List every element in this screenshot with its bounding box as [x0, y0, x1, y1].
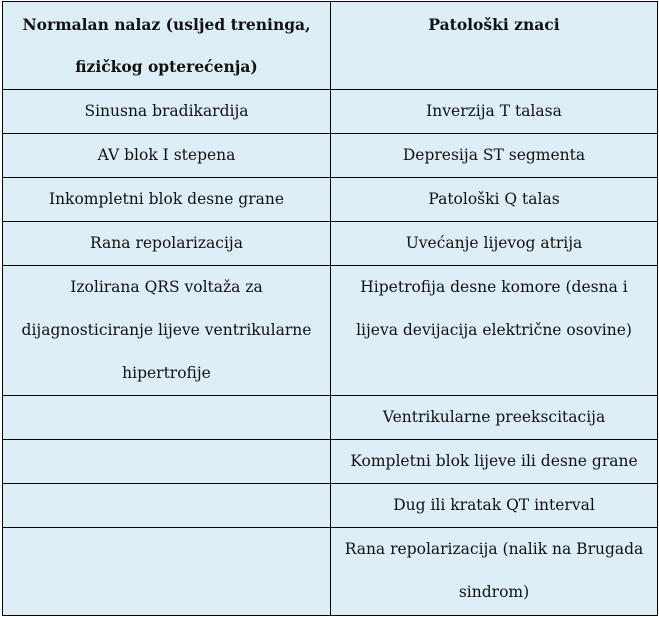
table-row: [3, 266, 658, 396]
pathological-sign-cell: [331, 178, 658, 222]
pathological-sign-text: Kompletni blok lijeve ili desne grane: [350, 452, 638, 470]
pathological-sign-cell: [331, 440, 658, 484]
normal-finding-text: AV blok I stepena: [97, 146, 236, 164]
pathological-sign-text: Hipetrofija desne komore (desna i lijeva devijacija električne osovine): [356, 278, 632, 339]
table-row: [3, 90, 658, 134]
pathological-sign-text: Rana repolarizacija (nalik na Brugada sindrom): [344, 540, 644, 601]
pathological-sign-text: Patološki Q talas: [428, 190, 560, 208]
pathological-sign-text: Uvećanje lijevog atrija: [405, 234, 583, 252]
normal-finding-cell: [3, 484, 331, 528]
normal-finding-cell: [3, 222, 331, 266]
pathological-sign-text: Depresija ST segmenta: [402, 146, 586, 164]
normal-finding-text: Izolirana QRS voltaža za dijagnosticiranje lijeve ventrikularne hipertrofije: [21, 278, 312, 382]
table-row: [3, 134, 658, 178]
pathological-sign-cell: [331, 396, 658, 440]
ecg-findings-table: [2, 1, 658, 616]
normal-finding-cell: [3, 134, 331, 178]
normal-finding-text: Inkompletni blok desne grane: [48, 190, 285, 208]
pathological-sign-text: Ventrikularne preekscitacija: [382, 408, 606, 426]
header-row: [3, 2, 658, 90]
normal-finding-cell: [3, 178, 331, 222]
header-pathological-signs: [331, 2, 658, 90]
pathological-sign-cell: [331, 222, 658, 266]
pathological-sign-text: Inverzija T talasa: [426, 102, 562, 120]
normal-finding-text: Rana repolarizacija: [90, 234, 243, 252]
table-row: [3, 528, 658, 616]
table-row: [3, 484, 658, 528]
pathological-sign-cell: [331, 134, 658, 178]
table-row: [3, 396, 658, 440]
normal-finding-text: Sinusna bradikardija: [84, 102, 249, 120]
normal-finding-cell: [3, 90, 331, 134]
pathological-sign-cell: [331, 266, 658, 396]
header-normal-findings-text: Normalan nalaz (usljed treninga, fizičkog opterećenja): [22, 15, 311, 76]
pathological-sign-cell: [331, 484, 658, 528]
normal-finding-cell: [3, 440, 331, 484]
normal-finding-cell: [3, 266, 331, 396]
table-row: [3, 440, 658, 484]
table-row: [3, 222, 658, 266]
normal-finding-cell: [3, 396, 331, 440]
header-normal-findings: [3, 2, 331, 90]
pathological-sign-text: Dug ili kratak QT interval: [393, 496, 595, 514]
normal-finding-cell: [3, 528, 331, 616]
pathological-sign-cell: [331, 528, 658, 616]
table-row: [3, 178, 658, 222]
header-pathological-signs-text: Patološki znaci: [428, 15, 560, 34]
pathological-sign-cell: [331, 90, 658, 134]
